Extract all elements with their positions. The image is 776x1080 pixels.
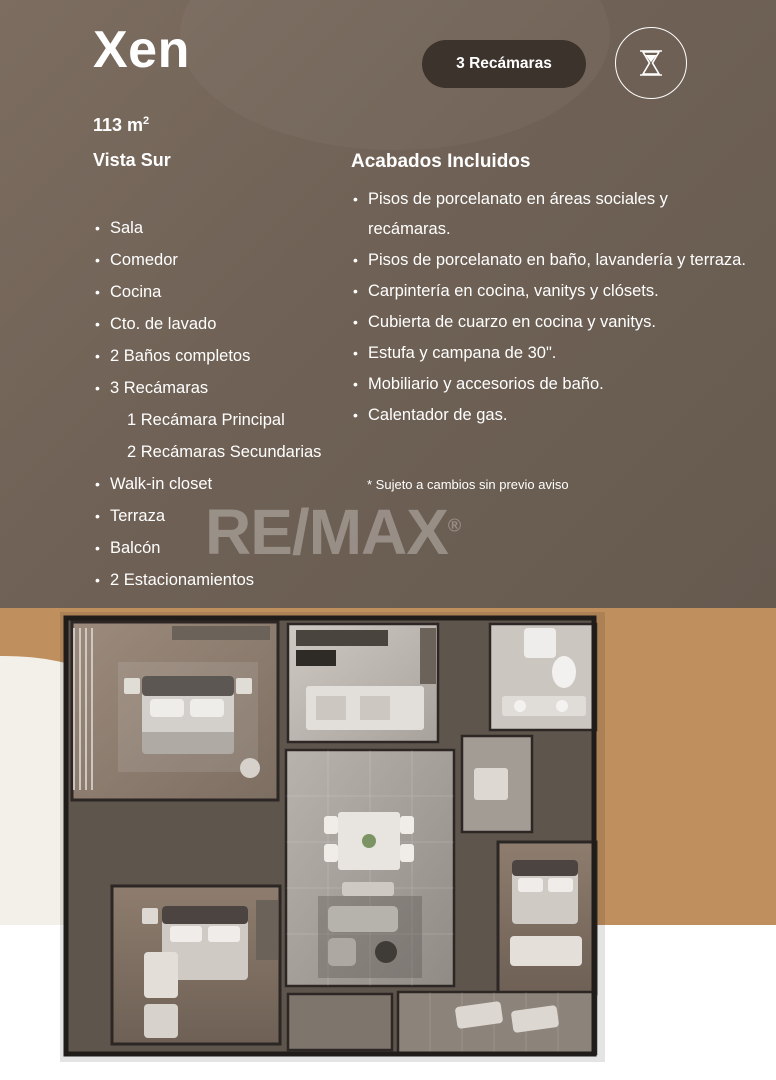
bedroom-count-badge (422, 40, 586, 88)
list-item: • Comedor (93, 244, 343, 276)
list-item: • Balcón (93, 532, 343, 564)
list-item: • Pisos de porcelanato en áreas sociales y recámaras. (351, 184, 751, 244)
apartment-floor-plan-render (50, 600, 650, 1070)
page-title: Xen (93, 21, 190, 79)
list-item-sub: 2 Recámaras Secundarias (127, 443, 322, 461)
list-item: • 2 Estacionamientos (93, 564, 343, 596)
list-item: • Sala (93, 212, 343, 244)
area-number: 113 m (93, 115, 144, 135)
finishes-list (351, 184, 751, 431)
list-item: • Cubierta de cuarzo en cocina y vanitys. (351, 307, 751, 337)
list-item: • 3 Recámaras (93, 372, 343, 404)
list-item: • Terraza (93, 500, 343, 532)
list-item: • Cto. de lavado (93, 308, 343, 340)
view-orientation: Vista Sur (93, 150, 171, 170)
list-item: • Mobiliario y accesorios de baño. (351, 369, 751, 399)
list-item: • Calentador de gas. (351, 400, 751, 430)
list-item: • Pisos de porcelanato en baño, lavandería y terraza. (351, 245, 751, 275)
disclaimer-text: * Sujeto a cambios sin previo aviso (367, 477, 569, 492)
list-item: • 2 Baños completos (93, 340, 343, 372)
area-exponent: 2 (143, 115, 150, 127)
list-item: • Cocina (93, 276, 343, 308)
list-item-sub: 1 Recámara Principal (127, 411, 285, 429)
finishes-heading: Acabados Incluidos (351, 151, 531, 172)
watermark-registered-mark: ® (447, 515, 461, 536)
area-value (93, 115, 149, 136)
bedroom-count-label: 3 Recámaras (456, 55, 552, 72)
list-item: • Estufa y campana de 30". (351, 338, 751, 368)
remax-watermark (205, 495, 605, 569)
list-item: • Carpintería en cocina, vanitys y clósets. (351, 276, 751, 306)
list-item: • Walk-in closet (93, 468, 343, 500)
watermark-text: RE/MAX (205, 496, 448, 568)
hourglass-emblem-icon (615, 27, 687, 99)
